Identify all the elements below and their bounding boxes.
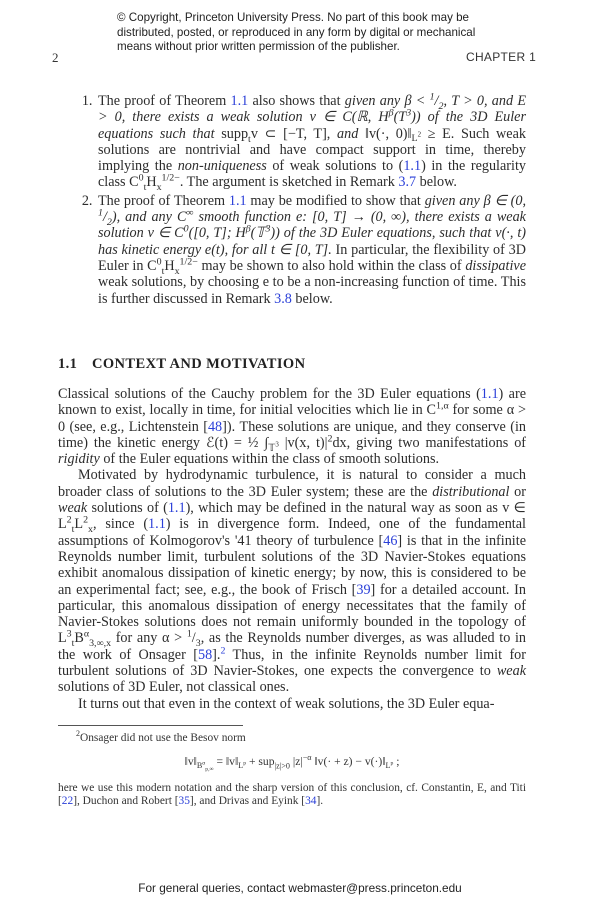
citation-link[interactable]: 22 [61, 794, 74, 807]
citation-link[interactable]: 58 [197, 646, 213, 663]
footnote-number: 2 [76, 729, 80, 739]
section-number: 1.1 [58, 356, 78, 372]
footnote-intro: $^2$Onsager did not use the Besov norm [76, 729, 246, 744]
footnote-text: here we use this modern notation and the sharp version of this conclusion, cf. Constantin, E, and Titi [22], Duchon and Robert [35], and Drivas and Eyink [34]. [58, 781, 526, 807]
paragraph-1: Classical solutions of the Cauchy problem for the 3D Euler equations (1.1) are known to exist, locally in time, for initial velocities which lie in $C^{1,\alpha}$ for some α > 0 (see, e.g., Lichtenstein [48]). These solutions are unique, and they conserve (in time) the kinetic energy ℰ(t) = ½ $\int_{𝕋^3}$ |v(x, $t)|^2dx$, giving two manifestations of rigidity of the Euler equations within the class of smooth solutions. [58, 386, 527, 468]
citation-link[interactable]: 34 [305, 794, 317, 807]
footnote-divider [58, 725, 243, 726]
footnote-equation: $‖v‖_{B^\alpha_{p,\infty}}$ = $‖v‖_{L^p} + sup_{|z|>0}$ $|z|^{-\alpha}$ ‖v(· + $z) - v(\cdot)‖_{L^p}$ ; [184, 753, 400, 773]
remark-link[interactable]: 3.7 [398, 174, 417, 191]
footnote-marker[interactable]: 2 [220, 645, 226, 657]
equation-link[interactable]: 1.1 [403, 158, 422, 175]
contact-footer: For general queries, contact webmaster@press.princeton.edu [138, 881, 462, 895]
equation-link[interactable]: 1.1 [167, 500, 186, 517]
theorem-link[interactable]: 1.1 [228, 192, 247, 209]
list-item-2: 2. The proof of Theorem 1.1 may be modified to show that given any β ∈ (0, $^1/_2$), and any C∞ smooth function e: [0, T] → (0, ∞), there exists a weak solution v ∈ $C^0([0$, T]; $H^\beta(𝕋^3)$) of the 3D Euler equations, such that v(·, t) has kinetic energy e(t), for all t ∈ [0, T]. In particular, the flexibility of 3D Euler in $C^0_tH_x^{1/2-}$ may be shown to also hold within the class of dissipative weak solutions, by choosing e to be a non-increasing function of time. This is further discussed in Remark 3.8 below. [96, 193, 526, 307]
section-heading [58, 356, 305, 373]
citation-link[interactable]: 46 [383, 532, 398, 549]
theorem-link[interactable]: 1.1 [230, 93, 249, 109]
copyright-notice: © Copyright, Princeton University Press. No part of this book may be distributed, posted, or reproduced in any form by digital or mechanical means without prior written permission of the publisher. [117, 11, 476, 54]
citation-link[interactable]: 48 [207, 418, 223, 435]
paragraph-2: Motivated by hydrodynamic turbulence, it is natural to consider a much broader class of solutions to the 3D Euler system; these are the distributional or weak solutions of (1.1), which may be defined in the natural way as soon as v ∈ $L^2_tL^2_x$, since (1.1) is in divergence form. Indeed, one of the fundamental assumptions of Kolmogorov's '41 theory of turbulence [46] is that in the infinite Reynolds number limit, turbulent solutions of the 3D Navier-Stokes equations exhibit anomalous dissipation of kinetic energy; by now, this is considered to be an experimental fact; see, e.g., the book of Frisch [39] for a detailed account. In particular, this anomalous dissipation of energy necessitates that the family of Navier-Stokes solutions does not remain uniformly bounded in the topology of $L^3_tB^\alpha_{3,\infty,x}$ for any $\alpha > ^1/_3$, as the Reynolds number diverges, as was alluded to in the work of Onsager [58].$^2$ Thus, in the infinite Reynolds number limit for turbulent solutions of 3D Navier-Stokes, one expects the convergence to weak solutions of 3D Euler, not classical ones. [58, 467, 526, 696]
footnote [58, 729, 526, 808]
page-number: 2 [52, 50, 59, 65]
running-head: CHAPTER 1 [466, 50, 537, 64]
equation-link[interactable]: 1.1 [148, 516, 166, 533]
equation-link[interactable]: 1.1 [480, 386, 499, 402]
section-body [58, 386, 526, 712]
section-title: CONTEXT AND MOTIVATION [92, 356, 306, 372]
citation-link[interactable]: 39 [356, 581, 371, 598]
list-item-1: 1. The proof of Theorem 1.1 also shows that given any $\beta < ^1/_2$, T > 0, and E > 0, there exists a weak solution v ∈ C(ℝ, $H^\beta(T^3)$) of the 3D Euler equations such that supp$_t$v ⊂ [−T, T], and ‖v(·, $0)‖_{L^2} \ge E$. Such weak solutions are nontrivial and have compact support in time, thereby implying the non-uniqueness of weak solutions to (1.1) in the regularity class $C^0_tH_x^{1/2-}$. The argument is sketched in Remark 3.7 below. [96, 93, 526, 191]
paragraph-3: It turns out that even in the context of weak solutions, the 3D Euler equa- [78, 695, 495, 712]
numbered-list [58, 93, 526, 309]
remark-link[interactable]: 3.8 [274, 290, 292, 307]
citation-link[interactable]: 35 [178, 794, 190, 807]
